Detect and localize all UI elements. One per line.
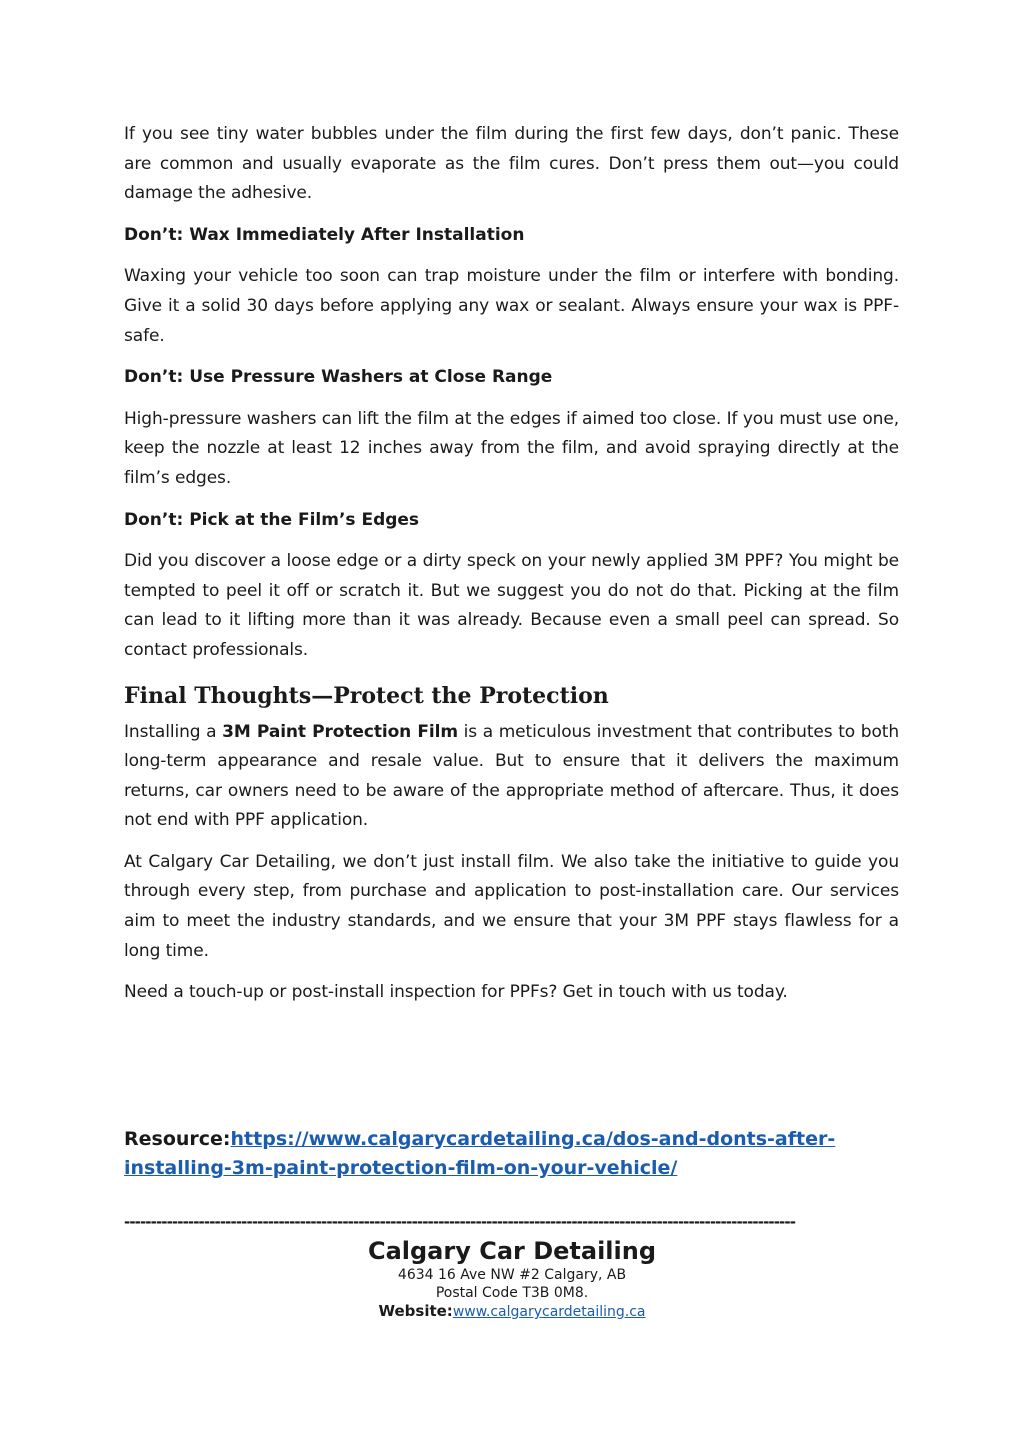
resource-label: Resource: (124, 1128, 231, 1150)
paragraph-water-bubbles: If you see tiny water bubbles under the film during the first few days, don’t panic. These are common and usually evaporate as the film cures. Don’t press them out—you could damage the adhesive. (124, 124, 899, 204)
footer-address: 4634 16 Ave NW #2 Calgary, AB (397, 1267, 627, 1283)
footer (0, 1236, 1024, 1321)
footer-website (0, 1302, 1024, 1321)
footer-company-name: Calgary Car Detailing (367, 1237, 657, 1265)
paragraph-pick-edges: Did you discover a loose edge or a dirty speck on your newly applied 3M PPF? You might be tempted to peel it off or scratch it. But we suggest you do not do that. Picking at the film can lead to it lifting more than it was already. Because even a small peel can spread. So contact professionals. (124, 551, 899, 660)
resource-link[interactable]: https://www.calgarycardetailing.ca/dos-and-donts-after-installing-3m-paint-protection-film-on-your-vehicle/ (124, 1128, 836, 1179)
paragraph-wax: Waxing your vehicle too soon can trap moisture under the film or interfere with bonding. Give it a solid 30 days before applying any wax or sealant. Always ensure your wax is PPF-safe. (124, 266, 899, 346)
product-name-bold: 3M Paint Protection Film (222, 721, 458, 742)
article-body (124, 120, 899, 1020)
footer-divider: ------------------------------------------------------------------------------------------------------------------------------ (124, 1213, 796, 1231)
resource-line (124, 1125, 899, 1183)
heading-dont-wax: Don’t: Wax Immediately After Installation (124, 224, 525, 245)
final-thoughts-heading: Final Thoughts—Protect the Protection (124, 682, 609, 709)
heading-dont-pressure-wash: Don’t: Use Pressure Washers at Close Range (124, 367, 553, 388)
website-link[interactable]: www.calgarycardetailing.ca (452, 1304, 646, 1320)
paragraph-pressure-wash: High-pressure washers can lift the film at the edges if aimed too close. If you must use one, keep the nozzle at least 12 inches away from the film, and avoid spraying directly at the film’s edges. (124, 408, 899, 488)
final-para1-intro: Installing a (124, 721, 223, 742)
paragraph-final-2: At Calgary Car Detailing, we don’t just install film. We also take the initiative to guide you through every step, from purchase and application to post-installation care. Our services aim to meet the industry standards, and we ensure that your 3M PPF stays flawless for a long time. (124, 851, 899, 961)
paragraph-final-1 (124, 718, 899, 836)
heading-dont-pick-edges: Don’t: Pick at the Film’s Edges (124, 509, 420, 530)
paragraph-final-3: Need a touch-up or post-install inspection for PPFs? Get in touch with us today. (124, 982, 788, 1003)
website-label: Website: (378, 1302, 453, 1320)
final-para1-rest: is a meticulous investment that contributes to both long-term appearance and resale value. But to ensure that it delivers the maximum returns, car owners need to be aware of the appropriate method of aftercare. Thus, it does not end with PPF application. (124, 721, 900, 831)
footer-postal-code: Postal Code T3B 0M8. (435, 1285, 589, 1301)
